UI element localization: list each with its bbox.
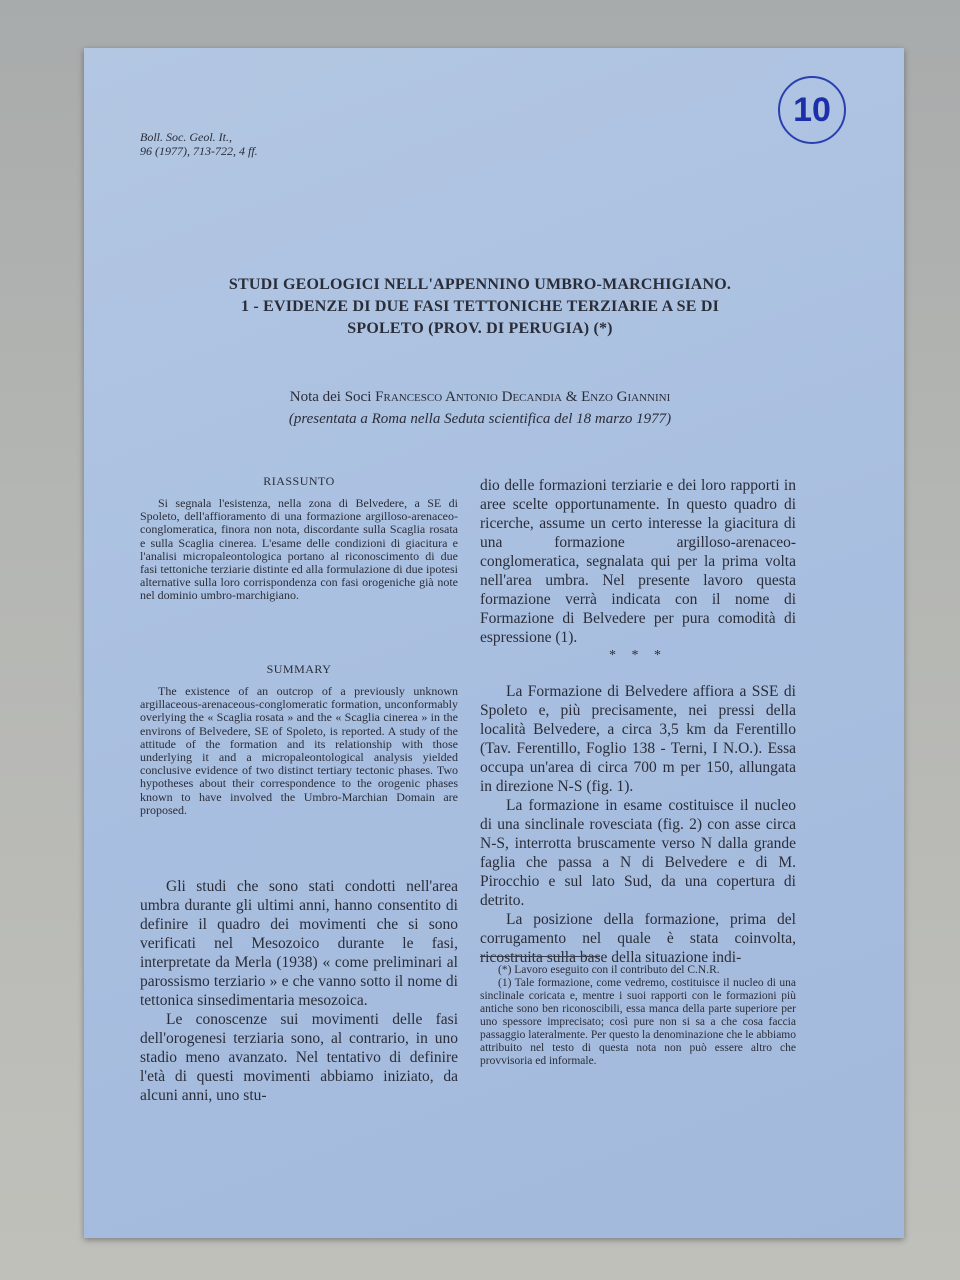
summary-text: The existence of an outcrop of a previously unknown argillaceous-arenaceous-conglomeratic formation, unconformably overlying the « Scaglia rosata » and the « Scaglia cinerea » in the environs of Belvedere, SE of Spoleto, is reported. A study of the attitude of the formation and its relationship with those underlying it and a micropaleontological analysis yielded conclusive evidence of two distinct tertiary tectonic phases. Two hypotheses about their correspondence to the orogenic phases known to have involved the Umbro-Marchian Domain are proposed. — [140, 684, 458, 817]
citation-line: Boll. Soc. Geol. It., — [140, 130, 232, 144]
footnote-rule — [480, 956, 796, 957]
author-line — [160, 386, 800, 408]
author-block — [160, 386, 800, 430]
paragraph: La formazione in esame costituisce il nucleo di una sinclinale rovesciata (fig. 2) con asse circa N-S, interrotta bruscamente verso N dalla grande faglia che passa a N di Belvedere e di M. Pirocchio e sul lato Sud, da una copertura di detrito. — [480, 797, 796, 909]
left-body-text — [140, 877, 458, 1105]
footnote: (1) Tale formazione, come vedremo, costituisce il nucleo di una sinclinale coricata e, mentre i suoi rapporti con le formazioni più antiche sono ben riconoscibili, essa manca della parte superiore per uno spessore imprecisato; così pure non si sa a che cosa faccia passaggio lateralmente. Per questo la denominazione che le abbiamo attribuito nel testo di questa nota non può essere altro che provvisoria ed informale. — [480, 977, 796, 1067]
footnotes — [480, 964, 796, 1068]
title-line: 1 - EVIDENZE DI DUE FASI TETTONICHE TERZIARIE A SE DI — [241, 298, 719, 315]
riassunto-text: Si segnala l'esistenza, nella zona di Belvedere, a SE di Spoleto, dell'affioramento di una formazione argilloso-arenaceo-conglomeratica, finora non nota, discordante sulla Scaglia rosata e sulla Scaglia cinerea. L'esame delle condizioni di giacitura e l'analisi micropaleontologica portano al riconoscimento di due fasi tettoniche terziarie distinte ed alla formulazione di due ipotesi alternative sulla loro corrispondenza con fasi orogeniche già note nel dominio umbro-marchigiano. — [140, 496, 458, 603]
title-line: STUDI GEOLOGICI NELL'APPENNINO UMBRO-MARCHIGIANO. — [228, 276, 732, 293]
section-separator: * * * — [609, 648, 667, 663]
footnote: (*) Lavoro eseguito con il contributo del C.N.R. — [498, 964, 720, 976]
article-title — [160, 274, 800, 340]
riassunto-heading: RIASSUNTO — [263, 474, 335, 488]
title-line: SPOLETO (PROV. DI PERUGIA) (*) — [347, 320, 613, 337]
author-names: Francesco Antonio Decandia & Enzo Giannini — [375, 389, 671, 405]
paragraph: La Formazione di Belvedere affiora a SSE di Spoleto e, più precisamente, nei pressi della località Belvedere, a circa 3,5 km da Ferentillo (Tav. Ferentillo, Foglio 138 - Terni, I N.O.). Essa occupa un'area di circa 700 m per 150, allungata in direzione N-S (fig. 1). — [480, 683, 796, 795]
paragraph: Gli studi che sono stati condotti nell'area umbra durante gli ultimi anni, hanno consentito di definire il quadro dei movimenti che si sono verificati nel Mesozoico durante le fasi, interpretate da Merla (1938) « come preliminari al parossismo terziario » e che vanno sotto il nome di tettonica sinsedimentaria mesozoica. — [140, 878, 458, 1009]
paragraph: Le conoscenze sui movimenti delle fasi dell'orogenesi terziaria sono, al contrario, in uno stadio meno avanzato. Nel tentativo di definire l'età di questi movimenti abbiamo iniziato, da alcuni anni, uno stu- — [140, 1011, 458, 1104]
journal-citation — [140, 130, 258, 158]
right-body-text — [480, 682, 796, 967]
citation-line: 96 (1977), 713-722, 4 ff. — [140, 144, 258, 158]
page-number-stamp: 10 — [778, 76, 846, 144]
right-body-top — [480, 476, 796, 647]
presentation-note: (presentata a Roma nella Seduta scientifica del 18 marzo 1977) — [288, 411, 672, 427]
divider — [480, 956, 600, 957]
summary-section — [140, 662, 458, 817]
riassunto-section — [140, 474, 458, 603]
paragraph: La posizione della formazione, prima del corrugamento nel quale è stata coinvolta, ricostruita sulla base della situazione indi- — [480, 911, 796, 966]
author-prefix: Nota dei Soci — [289, 389, 372, 405]
paragraph: dio delle formazioni terziarie e dei loro rapporti in aree scelte opportunamente. In questo quadro di ricerche, assume un certo interesse la giacitura di una formazione argilloso-arenaceo-conglomeratica, segnalata qui per la prima volta nell'area umbra. Nel presente lavoro questa formazione verrà indicata con il nome di Formazione di Belvedere per pura comodità di espressione (1). — [480, 477, 796, 646]
summary-heading: SUMMARY — [266, 662, 332, 676]
